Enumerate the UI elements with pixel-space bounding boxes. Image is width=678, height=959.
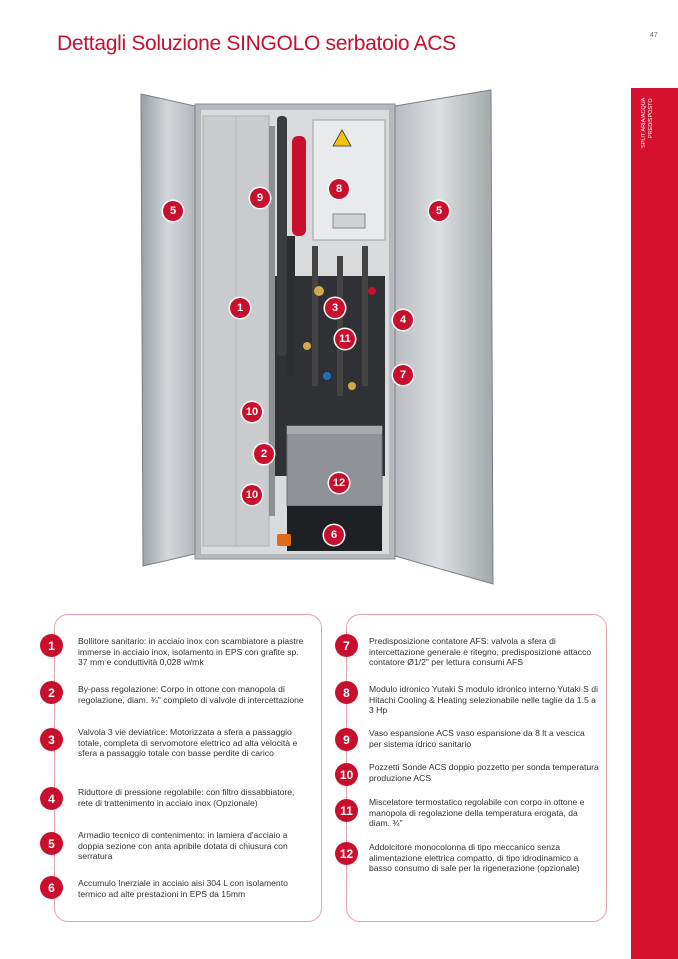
legend-number-badge: 12 (335, 842, 358, 865)
legend-number-badge: 1 (40, 634, 63, 657)
legend-number-badge: 4 (40, 787, 63, 810)
legend-item-text: Pozzetti Sonde ACS doppio pozzetto per sonda temperatura produzione ACS (369, 762, 599, 783)
legend-item-text: Valvola 3 vie deviatrice: Motorizzata a sfera a passaggio totale, completa di servomotore elettrico ad alta velocità e sfera a passaggio totale con basse perdite di carico (78, 727, 298, 759)
legend-number-badge: 6 (40, 876, 63, 899)
photo-badge-10-bottom: 10 (242, 485, 262, 505)
legend-item-text: Modulo idronico Yutaki S modulo idronico interno Yutaki S di Hitachi Cooling & Heating selezionabile nelle taglie da 1.5 a 3 Hp (369, 684, 598, 716)
photo-badge-3: 3 (325, 298, 345, 318)
legend-item-text: By-pass regolazione: Corpo in ottone con manopola di regolazione, diam. ¾" completo di valvole di intercettazione (78, 684, 304, 705)
legend-number-badge: 11 (335, 799, 358, 822)
legend-number-badge: 3 (40, 728, 63, 751)
legend-number-badge: 9 (335, 728, 358, 751)
legend-number-badge: 8 (335, 681, 358, 704)
legend-item-text: Armadio tecnico di contenimento: in lamiera d'acciaio a doppia sezione con anta apribile dotata di chiusura con serratura (78, 830, 288, 862)
photo-badge-1: 1 (230, 298, 250, 318)
cabinet-photo (137, 86, 499, 592)
photo-badge-12: 12 (329, 473, 349, 493)
photo-badge-2: 2 (254, 444, 274, 464)
legend-item-text: Miscelatore termostatico regolabile con corpo in ottone e manopola di regolazione della temperatura erogata, da diam. ¾" (369, 797, 585, 829)
legend-item-text: Predisposizione contatore AFS: valvola a sfera di intercettazione generale e ritegno, predisposizione attacco contatore Ø1/2" per lettura consumi AFS (369, 636, 592, 668)
photo-badge-5-left: 5 (163, 201, 183, 221)
legend-number-badge: 2 (40, 681, 63, 704)
photo-badge-9: 9 (250, 188, 270, 208)
legend-item-text: Vaso espansione ACS vaso espansione da 8 lt a vescica per sistema idrico sanitario (369, 728, 585, 749)
legend-number-badge: 7 (335, 634, 358, 657)
legend-item-text: Riduttore di pressione regolabile: con filtro dissabbiatore, rete di trattenimento in acciaio inox (Opzionale) (78, 787, 295, 808)
legend-item-text: Accumulo Inerziale in acciaio aisi 304 L con isolamento termico ad alte prestazioni in EPS da 15mm (78, 878, 288, 899)
legend-number-badge: 5 (40, 832, 63, 855)
photo-badge-6: 6 (324, 525, 344, 545)
photo-badge-7: 7 (393, 365, 413, 385)
page-title: Dettagli Soluzione SINGOLO serbatoio ACS (57, 32, 456, 55)
photo-badge-11: 11 (335, 329, 355, 349)
photo-badge-8: 8 (329, 179, 349, 199)
legend-number-badge: 10 (335, 763, 358, 786)
page-number: 47 (650, 32, 658, 39)
legend-item-text: Bollitore sanitario: in acciaio inox con scambiatore a piastre immerse in acciaio inox, isolamento in EPS con grafite sp. 37 mm e conduttività 0,028 w/mk (78, 636, 304, 668)
side-section-label: SPLIT ARIA/ACQUA PREDISPOSTO (641, 98, 654, 149)
photo-badge-5-right: 5 (429, 201, 449, 221)
photo-badge-10-top: 10 (242, 402, 262, 422)
side-color-bar (631, 88, 678, 959)
legend-item-text: Addolcitore monocolonna di tipo meccanico senza alimentazione elettrica compatto, di tipo idrodinamico a basso consumo di sale per la rigenerazione (opzionale) (369, 842, 580, 874)
photo-badge-4: 4 (393, 310, 413, 330)
